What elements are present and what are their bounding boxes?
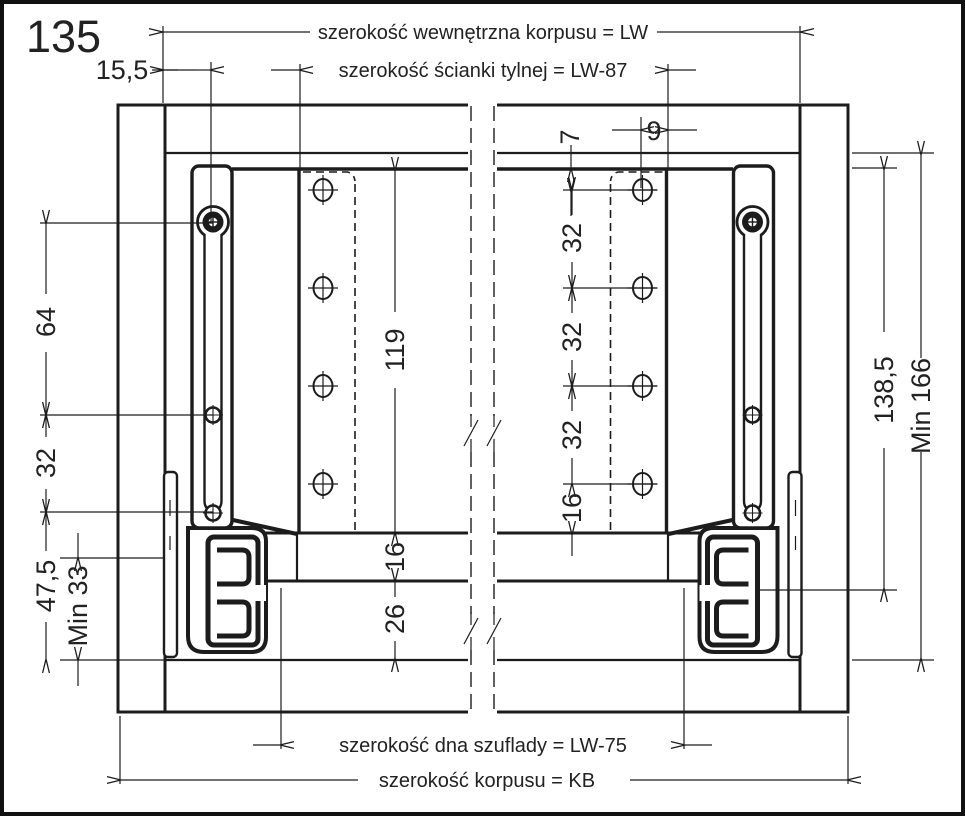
drawer xyxy=(164,166,802,657)
dim-label-back-panel-height: 119 xyxy=(380,328,410,372)
dim-label-drawer-side-height: 138,5 xyxy=(869,356,899,424)
dim-label-min-clearance: Min 33 xyxy=(63,565,93,647)
page-number: 135 xyxy=(26,11,102,62)
dim-label-rail-pitch: 32 xyxy=(31,447,61,479)
dim-label-back-top-offset: 7 xyxy=(555,129,585,145)
dim-label-rail-bottom-offset: 47,5 xyxy=(31,559,61,613)
dim-rail-chain xyxy=(31,223,213,659)
dim-label-inner-width: szerokość wewnętrzna korpusu = LW xyxy=(317,22,649,44)
dim-label-bottom-clearance: 26 xyxy=(380,603,410,635)
drawer-bottom-panel xyxy=(265,533,700,581)
dim-drawer-bottom-width xyxy=(253,588,712,757)
back-panel-right xyxy=(611,170,667,533)
dim-label-bottom-thickness: 16 xyxy=(380,541,410,573)
dim-label-hole-bottom-offset: 16 xyxy=(557,492,587,524)
dim-label-body-width: szerokość korpusu = KB xyxy=(378,770,596,792)
dim-center-chain xyxy=(380,171,410,658)
dim-label-hole-pitch-3: 32 xyxy=(557,419,587,451)
break-lines xyxy=(464,106,501,711)
back-panel-left xyxy=(299,170,355,533)
drawer-side-left xyxy=(164,166,297,657)
cabinet-right-wall xyxy=(800,105,848,712)
dim-back-top-offset xyxy=(555,129,585,216)
dim-label-min-inner-height: Min 166 xyxy=(906,357,936,455)
dim-back-wall-width xyxy=(271,60,696,168)
technical-drawing xyxy=(4,4,961,812)
dim-label-drawer-bottom-width: szerokość dna szuflady = LW-75 xyxy=(339,735,627,757)
cabinet-left-wall xyxy=(118,105,165,712)
dim-label-rail-pitch-top: 64 xyxy=(31,306,61,338)
drawer-side-right xyxy=(669,166,802,657)
dim-label-back-wall-width: szerokość ścianki tylnej = LW-87 xyxy=(338,60,628,82)
dim-label-hole-pitch-1: 32 xyxy=(557,222,587,254)
dim-label-side-offset: 15,5 xyxy=(95,55,149,85)
dim-label-hole-edge-offset: 9 xyxy=(646,116,662,146)
dim-min-clearance xyxy=(60,533,165,686)
dim-label-hole-pitch-2: 32 xyxy=(557,321,587,353)
